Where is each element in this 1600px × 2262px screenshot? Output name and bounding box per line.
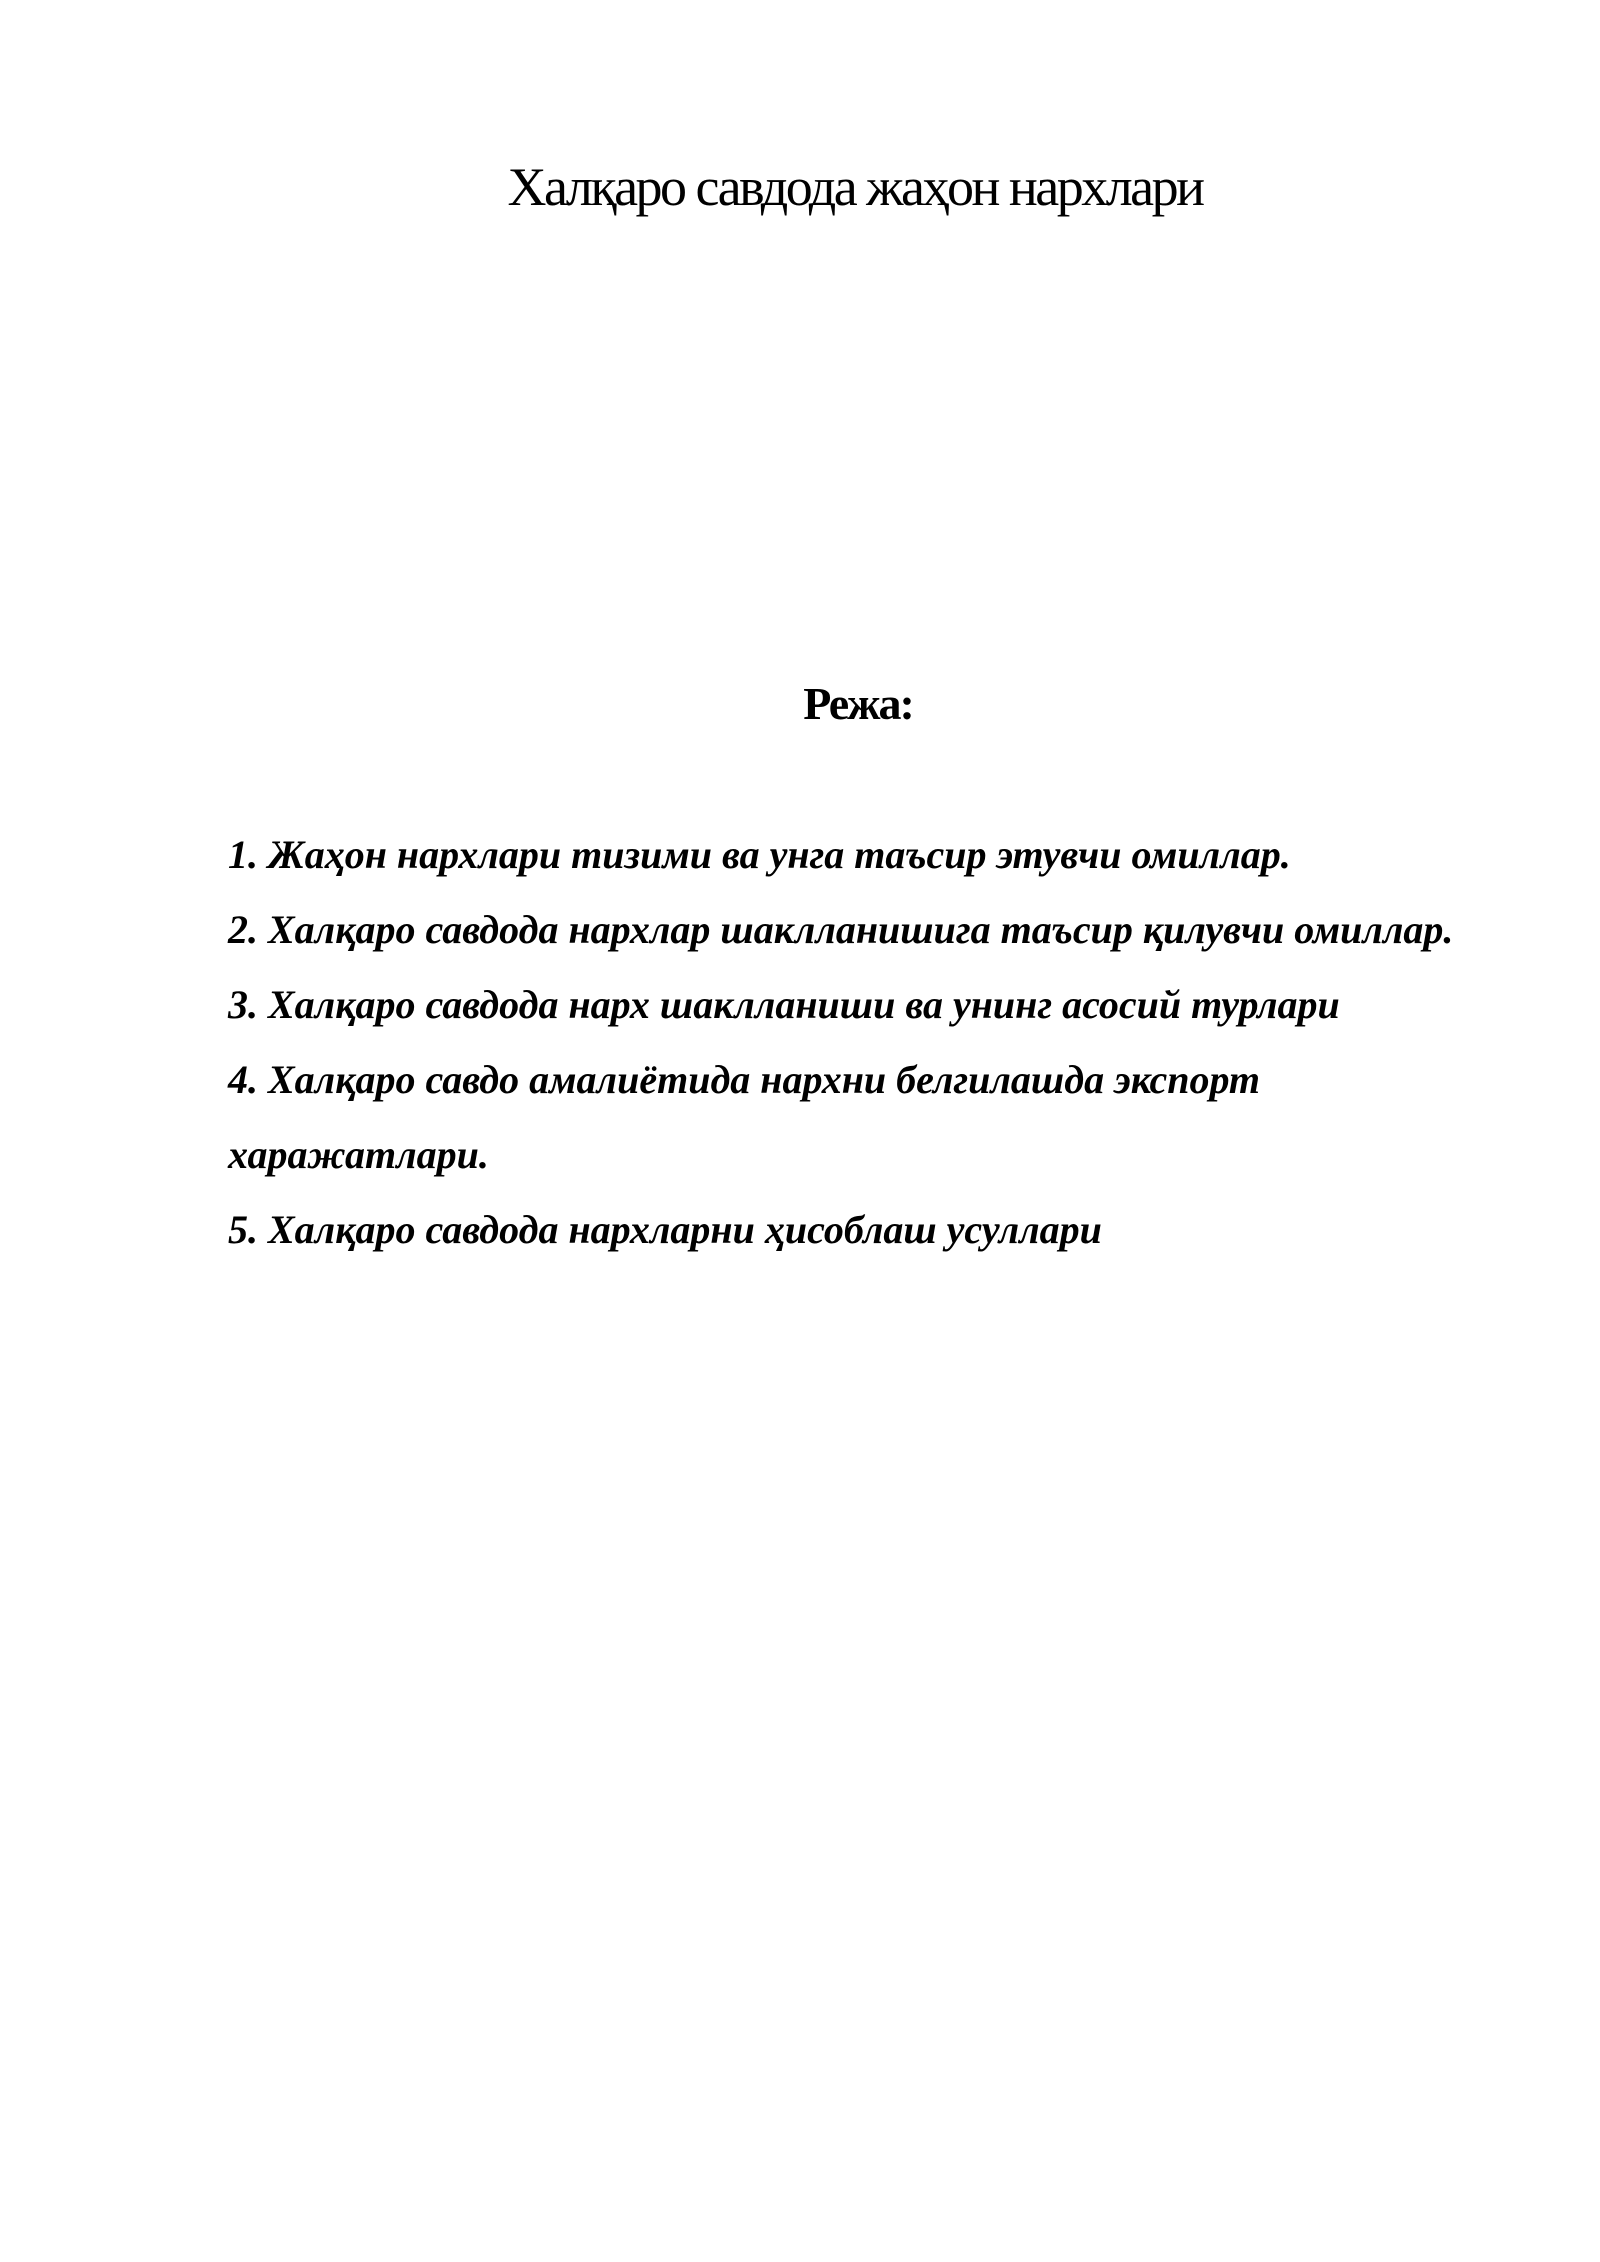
plan-item-4: 4. Халқаро савдо амалиётида нархни белгилашда экспорт харажатлари.: [228, 1057, 1261, 1177]
plan-heading: Режа:: [803, 678, 913, 729]
document-title: Халқаро савдода жаҳон нархлари: [507, 157, 1203, 217]
plan-item-2: 2. Халқаро савдода нархлар шаклланишига таъсир қилувчи омиллар.: [228, 907, 1454, 952]
plan-list: [228, 817, 1488, 1267]
plan-item-3: 3. Халқаро савдода нарх шаклланиши ва унинг асосий турлари: [228, 982, 1340, 1027]
plan-item-1: 1. Жаҳон нархлари тизими ва унга таъсир этувчи омиллар.: [228, 832, 1291, 877]
plan-item-5: 5. Халқаро савдода нархларни ҳисоблаш усуллари: [228, 1207, 1102, 1252]
